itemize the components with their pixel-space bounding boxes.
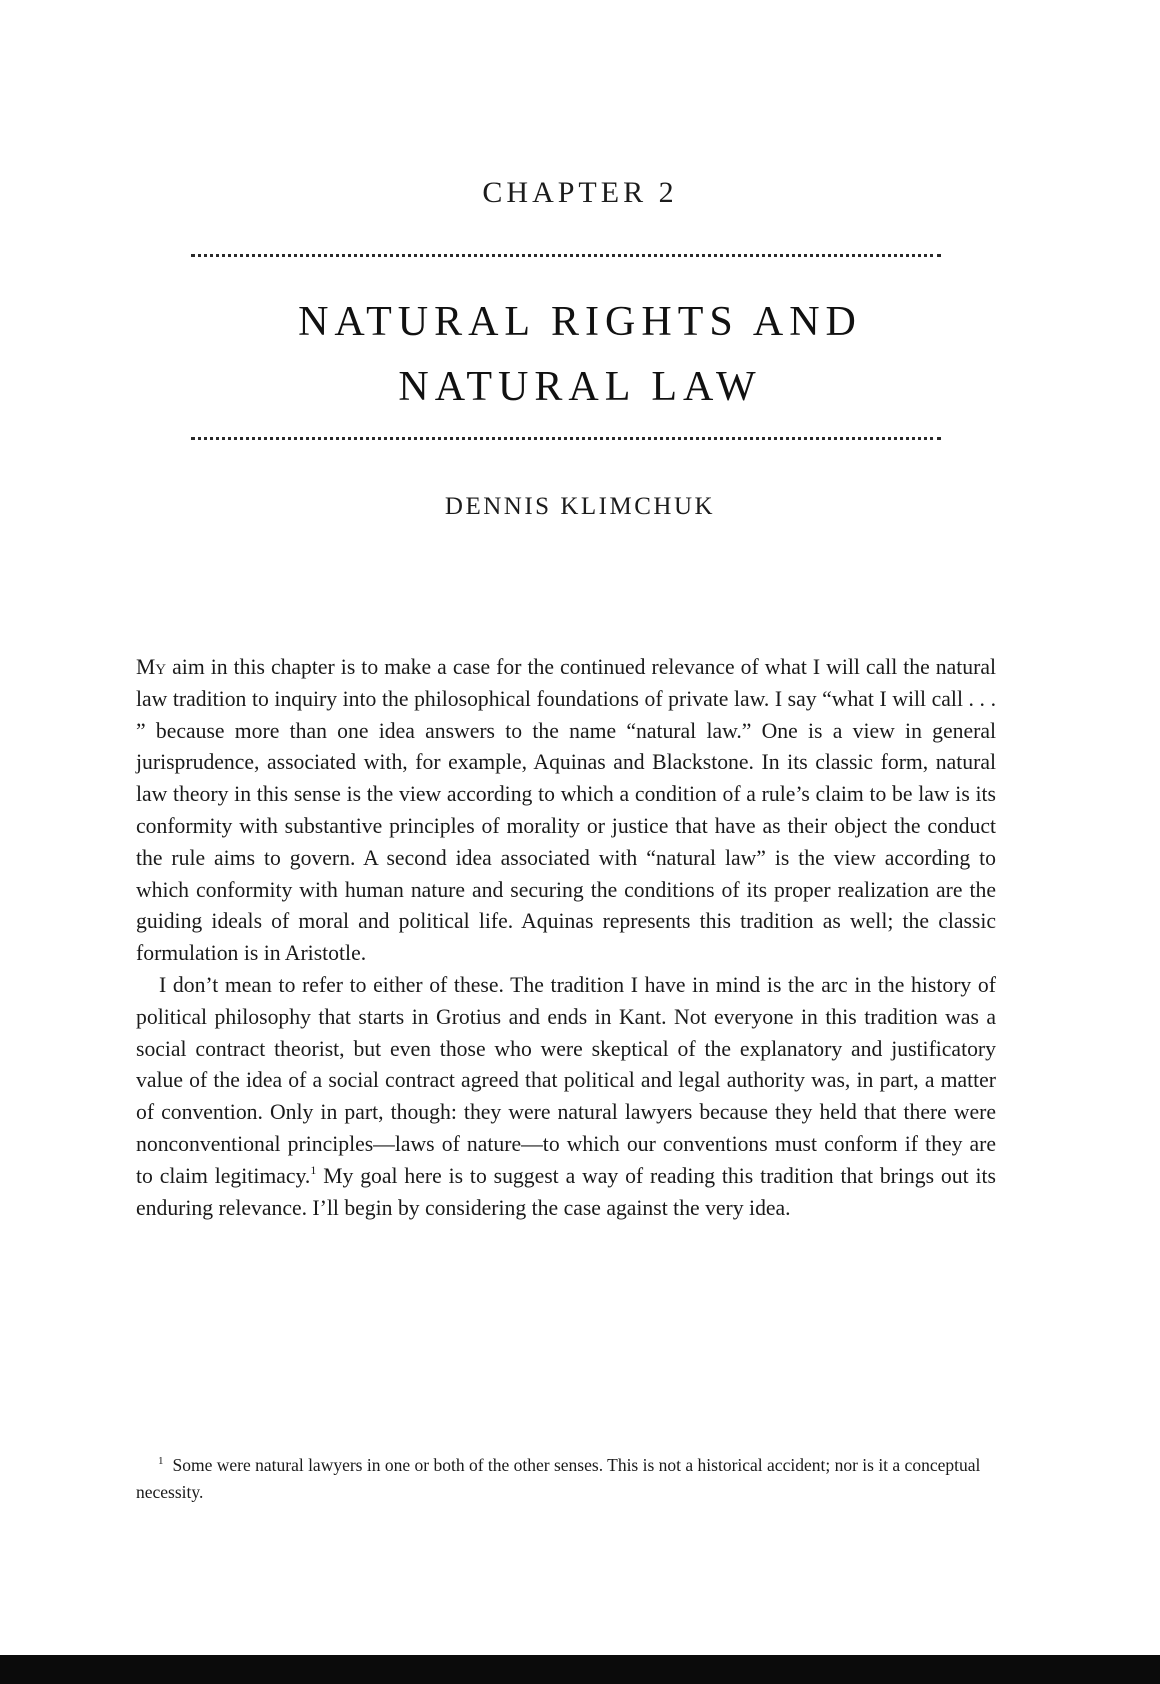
paragraph-2-text-before-note: I don’t mean to refer to either of these. The tradition I have in mind is the arc in the history of political philosophy that starts in Grotius and ends in Kant. Not everyone in this tradition was a social contract theorist, but even those who were skeptical of the explanatory and justificatory value of the idea of a social contract agreed that political and legal authority was, in part, a matter of convention. Only in part, though: they were natural lawyers because they held that there were nonconventional principles—laws of nature—to which our conventions must conform if they are to claim legitimacy.	[136, 972, 996, 1188]
author-name: DENNIS KLIMCHUK	[444, 493, 716, 520]
chapter-title-line-1: NATURAL RIGHTS AND	[298, 299, 862, 345]
opening-word-small-caps: y	[155, 655, 167, 679]
bottom-black-bar	[0, 1655, 1160, 1684]
paragraph-1	[136, 652, 996, 970]
footnote-reference[interactable]: 1	[310, 1162, 317, 1177]
opening-word-capital: M	[136, 655, 156, 679]
top-dotted-rule	[191, 254, 941, 257]
paragraph-1-text: aim in this chapter is to make a case for the continued relevance of what I will call the natural law tradition to inquiry into the philosophical foundations of private law. I say “what I will call . . . ” because more than one idea answers to the name “natural law.” One is a view in general jurisprudence, associated with, for example, Aquinas and Blackstone. In its classic form, natural law theory in this sense is the view according to which a condition of a rule’s claim to be law is its conformity with substantive principles of morality or justice that have as their object the conduct the rule aims to govern. A second idea associated with “natural law” is the view according to which conformity with human nature and securing the conditions of its proper realization are the guiding ideals of moral and political life. Aquinas represents this tradition as well; the classic formulation is in Aristotle.	[136, 655, 996, 966]
footnote-marker: 1	[158, 1455, 164, 1467]
footnote	[136, 1452, 996, 1506]
chapter-label: CHAPTER 2	[482, 176, 678, 209]
bottom-dotted-rule	[191, 437, 941, 440]
chapter-title	[0, 290, 1160, 420]
footnote-text: Some were natural lawyers in one or both of the other senses. This is not a historical accident; nor is it a conceptual necessity.	[136, 1455, 981, 1502]
paragraph-2-text-after-note: My goal here is to suggest a way of reading this tradition that brings out its enduring relevance. I’ll begin by considering the case against the very idea.	[136, 1163, 996, 1220]
paragraph-2	[136, 970, 996, 1224]
chapter-title-line-2: NATURAL LAW	[398, 364, 762, 410]
body-text	[136, 652, 996, 1224]
